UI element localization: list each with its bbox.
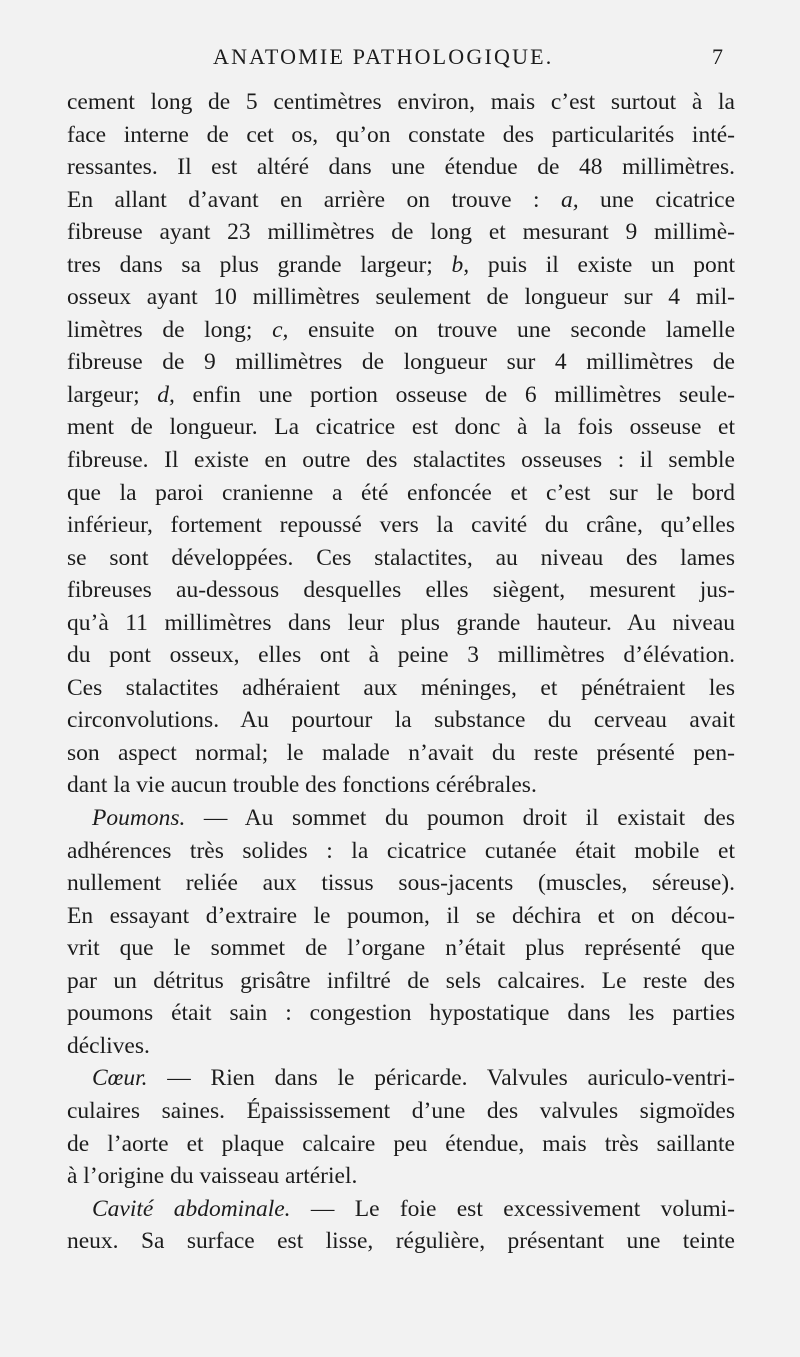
line-segment: En allant d’avant en arrière on trouve : (67, 186, 561, 213)
text-line: inférieur, fortement repoussé vers la cavité du crâne, qu’elles (67, 512, 735, 539)
text-line: dant la vie aucun trouble des fonctions cérébrales. (67, 772, 537, 799)
line-segment: — Le foie est excessivement volumi- (290, 1195, 735, 1222)
running-title: ANATOMIE PATHOLOGIQUE. (213, 44, 554, 69)
text-line: déclives. (67, 1032, 150, 1059)
line-segment: limètres de long; (67, 316, 273, 343)
line-segment: largeur; (67, 381, 158, 408)
text-line (67, 379, 735, 412)
text-line: osseux ayant 10 millimètres seulement de longueur sur 4 mil- (67, 284, 735, 311)
italic-label: c, (272, 316, 289, 343)
text-line: fibreuses au-dessous desquelles elles siègent, mesurent jus- (67, 577, 735, 604)
text-line: se sont développées. Ces stalactites, au niveau des lames (67, 544, 735, 571)
text-line: nullement reliée aux tissus sous-jacents (muscles, séreuse). (67, 870, 735, 897)
italic-label: Cœur. (92, 1065, 148, 1092)
text-line: face interne de cet os, qu’on constate des particularités inté- (67, 121, 735, 148)
italic-label: a, (560, 186, 579, 213)
italic-label: Poumons. (92, 805, 186, 832)
text-line: fibreuse ayant 23 millimètres de long et mesurant 9 millimè- (67, 219, 735, 246)
text-line: qu’à 11 millimètres dans leur plus grande hauteur. Au niveau (67, 609, 735, 636)
body-text (67, 86, 735, 1258)
text-line: cement long de 5 centimètres environ, mais c’est surtout à la (67, 89, 735, 115)
line-segment: une cicatrice (578, 186, 736, 213)
running-header (0, 44, 800, 78)
line-segment: tres dans sa plus grande largeur; (67, 251, 452, 278)
text-line (67, 249, 735, 282)
text-line: à l’origine du vaisseau artériel. (67, 1163, 358, 1190)
text-line: vrit que le sommet de l’organe n’était plus représenté que (67, 935, 735, 962)
line-segment: ensuite on trouve une seconde lamelle (288, 316, 735, 343)
text-line (67, 1193, 735, 1226)
text-line (67, 802, 735, 835)
italic-label: d, (157, 381, 175, 408)
line-segment: puis il existe un pont (469, 251, 735, 278)
line-segment: — Au sommet du poumon droit il existait des (185, 805, 735, 832)
text-line: neux. Sa surface est lisse, régulière, présentant une teinte (67, 1228, 735, 1255)
line-segment: — Rien dans le péricarde. Valvules auriculo-ventri- (147, 1065, 735, 1092)
text-line: par un détritus grisâtre infiltré de sels calcaires. Le reste des (67, 967, 735, 994)
text-line: ment de longueur. La cicatrice est donc à la fois osseuse et (67, 414, 735, 441)
text-line: fibreuse de 9 millimètres de longueur sur 4 millimètres de (67, 349, 735, 376)
text-line: Ces stalactites adhéraient aux méninges, et pénétraient les (67, 674, 735, 701)
page-number: 7 (712, 44, 723, 69)
italic-label: Cavité abdominale. (92, 1195, 291, 1222)
text-line: que la paroi cranienne a été enfoncée et c’est sur le bord (67, 479, 735, 506)
line-segment: enfin une portion osseuse de 6 millimètres seule- (174, 381, 735, 408)
text-line: En essayant d’extraire le poumon, il se déchira et on décou- (67, 902, 735, 929)
italic-label: b, (451, 251, 470, 278)
text-line: circonvolutions. Au pourtour la substance du cerveau avait (67, 707, 735, 734)
text-line (67, 1062, 735, 1095)
text-line: son aspect normal; le malade n’avait du reste présenté pen- (67, 739, 735, 766)
text-line: poumons était sain : congestion hypostatique dans les parties (67, 1000, 735, 1027)
text-line: adhérences très solides : la cicatrice cutanée était mobile et (67, 837, 735, 864)
text-line: ressantes. Il est altéré dans une étendue de 48 millimètres. (67, 154, 735, 181)
text-line (67, 314, 735, 347)
text-line (67, 184, 735, 217)
text-line: fibreuse. Il existe en outre des stalactites osseuses : il semble (67, 447, 735, 474)
text-line: du pont osseux, elles ont à peine 3 millimètres d’élévation. (67, 642, 735, 669)
text-line: culaires saines. Épaississement d’une des valvules sigmoïdes (67, 1097, 735, 1124)
text-line: de l’aorte et plaque calcaire peu étendue, mais très saillante (67, 1130, 735, 1157)
